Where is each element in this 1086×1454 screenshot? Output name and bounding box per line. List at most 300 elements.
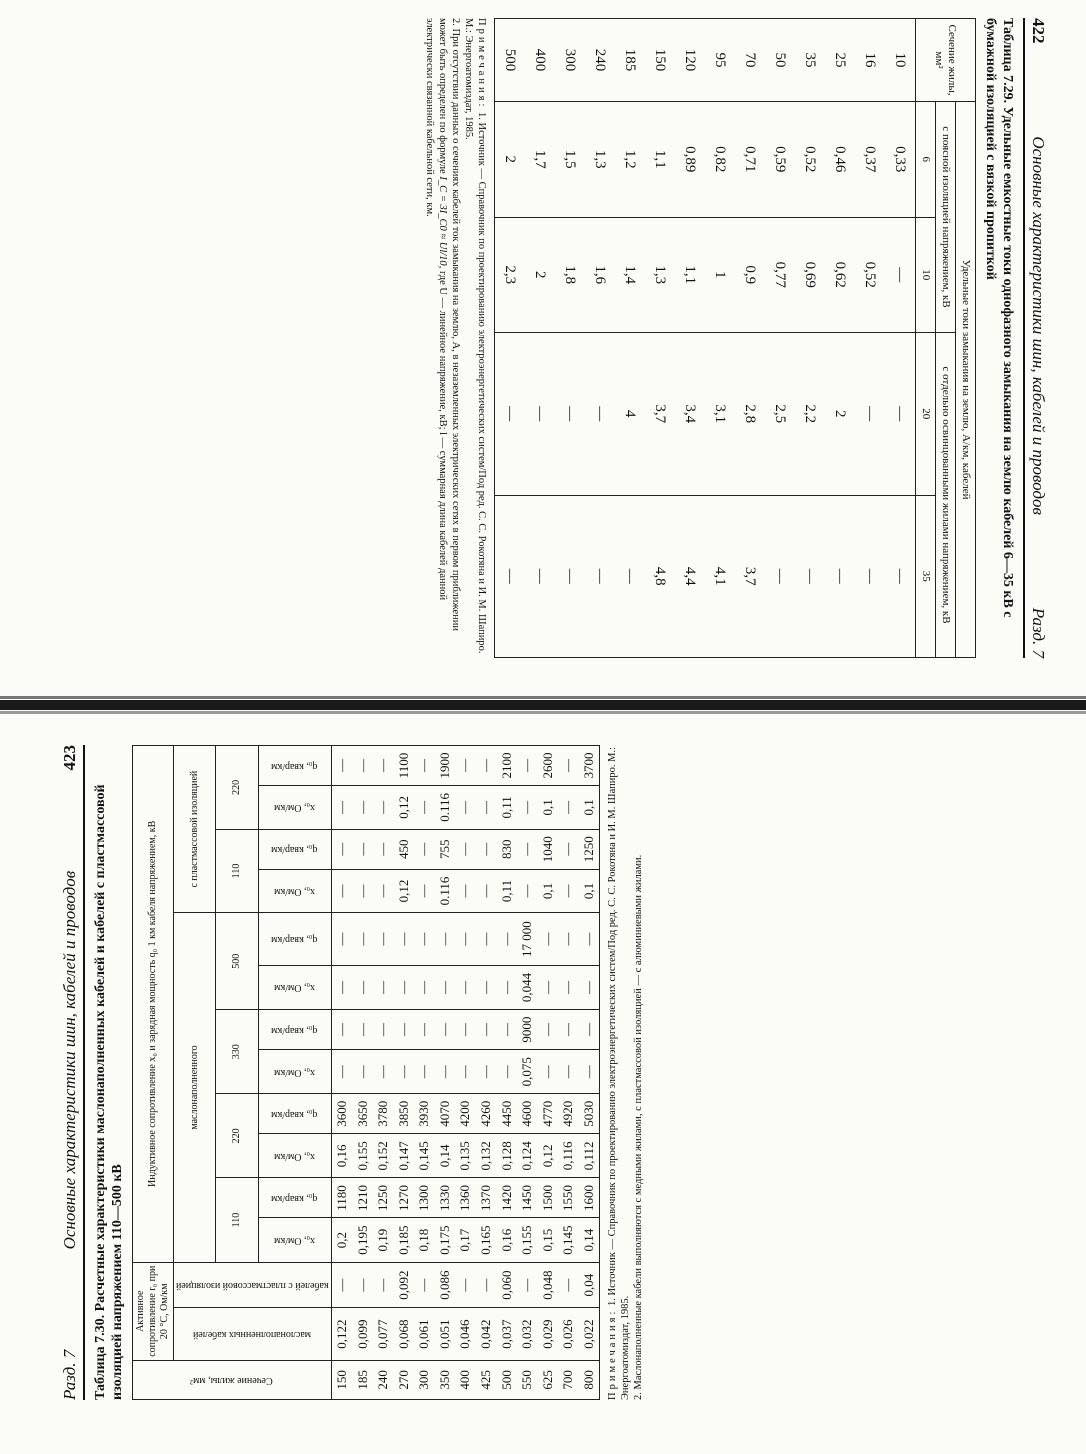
cell-value: 5030 — [579, 1094, 600, 1134]
cell-value: — — [517, 829, 538, 869]
cell-value: 2 — [525, 217, 555, 333]
cell-value: — — [455, 786, 476, 830]
table-row — [855, 19, 885, 658]
cell-section: 16 — [855, 19, 885, 102]
cell-value: — — [555, 495, 585, 658]
cell-value: 0,12 — [393, 786, 414, 830]
cell-value: 2,5 — [765, 333, 795, 495]
cell-value: 1900 — [435, 746, 456, 786]
cell-value: 1270 — [393, 1178, 414, 1218]
cell-value: 1,1 — [645, 102, 675, 217]
cell-value: — — [455, 1050, 476, 1094]
cell-value: 4070 — [435, 1094, 456, 1134]
cell-value: 0,62 — [825, 217, 855, 333]
cell-value: — — [373, 1010, 394, 1050]
cell-value: — — [331, 746, 352, 786]
cell-value: 0,145 — [558, 1218, 579, 1262]
cell-value: 4,8 — [645, 495, 675, 658]
cell-value: 1,1 — [675, 217, 705, 333]
cell-value: 0,185 — [393, 1218, 414, 1262]
cell-value: 0,147 — [393, 1134, 414, 1178]
cell-value: 0,52 — [795, 102, 825, 217]
cell-value: 1250 — [579, 829, 600, 869]
cell-value: — — [558, 746, 579, 786]
header-x0: x₀, Ом/км — [258, 869, 331, 913]
table-row — [645, 19, 675, 658]
cell-value: 0,18 — [414, 1218, 435, 1262]
cell-value: — — [352, 829, 373, 869]
cell-value: 17 000 — [517, 913, 538, 966]
cell-value: 0,155 — [352, 1134, 373, 1178]
cell-value: — — [393, 1010, 414, 1050]
cell-value: 1,7 — [525, 102, 555, 217]
cell-value: — — [825, 495, 855, 658]
cell-value: 4 — [615, 333, 645, 495]
cell-value: 0,04 — [579, 1262, 600, 1308]
table-row — [525, 19, 555, 658]
table-row — [585, 19, 615, 658]
cell-value: — — [496, 965, 517, 1009]
cell-value: — — [414, 746, 435, 786]
formula: I_C = 3I_C0 ≈ Ul/10 — [437, 176, 448, 266]
cell-value: 0,11 — [496, 869, 517, 913]
cell-value: — — [373, 965, 394, 1009]
cell-value: 450 — [393, 829, 414, 869]
cell-value: 0,099 — [352, 1308, 373, 1360]
cell-value: — — [579, 1050, 600, 1094]
cell-value: 0,33 — [885, 102, 916, 217]
cell-value: 0,165 — [476, 1218, 497, 1262]
cell-value: 1360 — [455, 1178, 476, 1218]
cell-value: — — [373, 746, 394, 786]
cell-value: — — [393, 1050, 414, 1094]
cell-value: 3,1 — [705, 333, 735, 495]
cell-value: 0,175 — [435, 1218, 456, 1262]
cell-value: 3,7 — [735, 495, 765, 658]
cell-value: — — [455, 829, 476, 869]
cell-value: — — [435, 1010, 456, 1050]
cell-value: — — [476, 965, 497, 1009]
cell-value: 1420 — [496, 1178, 517, 1218]
cell-value: — — [885, 217, 916, 333]
book-spine — [0, 690, 1086, 720]
cell-section: 50 — [765, 19, 795, 102]
cell-value: 0,37 — [855, 102, 885, 217]
header-shielded: с отдельно освинцованными жилами напряжением, кВ — [936, 333, 956, 658]
cell-value: — — [414, 965, 435, 1009]
cell-value: 3,7 — [645, 333, 675, 495]
cell-value: — — [373, 913, 394, 966]
cell-value: — — [373, 1262, 394, 1308]
table-row — [476, 746, 497, 1400]
cell-value: 2100 — [496, 746, 517, 786]
cell-value: 9000 — [517, 1010, 538, 1050]
cell-section: 400 — [525, 19, 555, 102]
cell-value: 830 — [496, 829, 517, 869]
cell-value: — — [414, 829, 435, 869]
cell-value: — — [352, 1050, 373, 1094]
header-section: Сечение жилы, мм² — [133, 1360, 332, 1399]
cell-value: 0,026 — [558, 1308, 579, 1360]
cell-value: — — [455, 1262, 476, 1308]
cell-value: — — [525, 333, 555, 495]
cell-value: — — [455, 913, 476, 966]
cell-value: 1250 — [373, 1178, 394, 1218]
cell-value: 0,044 — [517, 965, 538, 1009]
cell-value: 0,042 — [476, 1308, 497, 1360]
cell-value: — — [495, 333, 526, 495]
running-title-422: Основные характеристики шин, кабелей и проводов — [1029, 136, 1048, 515]
note-1: 1. Источник — Справочник по проектированию электроэнергетических систем/Под ред. С. С. Рокотяна и И. М. Шапиро. М.: Энергоатомиздат, 1985. — [463, 18, 487, 654]
cell-value: — — [455, 965, 476, 1009]
cell-value: — — [558, 786, 579, 830]
cell-value: — — [555, 333, 585, 495]
table-7-29-caption: Таблица 7.29. Удельные емкостные токи однофазного замыкания на землю кабелей 6—35 кВ с бумажной изоляцией с вязкой пропиткой — [983, 18, 1015, 618]
cell-section: 120 — [675, 19, 705, 102]
cell-value: 0,77 — [765, 217, 795, 333]
table-row — [373, 746, 394, 1400]
page-423 — [60, 745, 1050, 1400]
table-row — [393, 746, 414, 1400]
cell-value: 0,068 — [393, 1308, 414, 1360]
cell-value: 1,3 — [585, 102, 615, 217]
cell-value: — — [885, 333, 916, 495]
cell-value: 0,155 — [517, 1218, 538, 1262]
header-voltage: 110 — [216, 1178, 258, 1262]
cell-value: — — [855, 495, 885, 658]
cell-value: 1,6 — [585, 217, 615, 333]
cell-value: 2,8 — [735, 333, 765, 495]
header-section: Сечение жилы, мм² — [916, 19, 976, 102]
cell-value: 1550 — [558, 1178, 579, 1218]
header-voltage: 500 — [216, 913, 258, 1010]
header-belt: с поясной изоляцией напряжением, кВ — [936, 102, 956, 333]
cell-section: 10 — [885, 19, 916, 102]
cell-value: 3,4 — [675, 333, 705, 495]
cell-value: 3650 — [352, 1094, 373, 1134]
header-q0: q₀, квар/км — [258, 1094, 331, 1134]
table-row — [414, 746, 435, 1400]
cell-value: 0,69 — [795, 217, 825, 333]
page-number-422: 422 — [1029, 18, 1048, 44]
section-label-423: Разд. 7 — [60, 1349, 79, 1400]
header-x0: x₀, Ом/км — [258, 1218, 331, 1262]
cell-value: — — [476, 1262, 497, 1308]
cell-value: 0,077 — [373, 1308, 394, 1360]
cell-value: — — [455, 746, 476, 786]
cell-value: — — [476, 1050, 497, 1094]
cell-value: — — [538, 913, 559, 966]
header-q0: q₀, квар/км — [258, 829, 331, 869]
cell-value: 1210 — [352, 1178, 373, 1218]
cell-value: 1,4 — [615, 217, 645, 333]
cell-value: 0,59 — [765, 102, 795, 217]
cell-value: 2 — [825, 333, 855, 495]
table-row — [455, 746, 476, 1400]
cell-value: 0,037 — [496, 1308, 517, 1360]
table-7-30-body — [331, 746, 600, 1400]
cell-value: — — [538, 1010, 559, 1050]
cell-value: 0,060 — [496, 1262, 517, 1308]
header-voltage: 220 — [216, 746, 258, 830]
cell-value: — — [476, 786, 497, 830]
cell-value: — — [496, 913, 517, 966]
header-voltage: 220 — [216, 1094, 258, 1178]
cell-value: — — [373, 829, 394, 869]
cell-value: — — [352, 786, 373, 830]
cell-value: — — [373, 1050, 394, 1094]
header-q0: q₀, квар/км — [258, 913, 331, 966]
notes-label: Примечания: — [476, 18, 487, 110]
cell-value: 0,032 — [517, 1308, 538, 1360]
cell-value: — — [579, 1010, 600, 1050]
cell-value: — — [331, 965, 352, 1009]
note-1: 1. Источник — Справочник по проектированию электроэнергетических систем/Под ред. С. С. Рокотяна и И. М. Шапиро. М.: Энергоатомиздат, 1985. — [607, 746, 632, 1400]
table-row — [735, 19, 765, 658]
note-2: 2. Маслонаполненные кабели выполняются с медными жилами, с пластмассовой изоляцией — с алюминиевыми жилами. — [633, 854, 645, 1400]
cell-value: 1100 — [393, 746, 414, 786]
cell-value: 0,048 — [538, 1262, 559, 1308]
cell-value: — — [885, 495, 916, 658]
cell-value: 0,11 — [496, 786, 517, 830]
cell-value: 0,122 — [331, 1308, 352, 1360]
note-2-end: , где U — линейное напряжение, кВ; l — суммарная длина кабелей данной электрически связанной кабельной сети, км. — [424, 18, 448, 601]
cell-value: — — [352, 1010, 373, 1050]
cell-value: — — [476, 829, 497, 869]
cell-section: 400 — [455, 1360, 476, 1399]
header-group: Удельные токи замыкания на землю, А/км, кабелей — [956, 102, 976, 658]
cell-section: 25 — [825, 19, 855, 102]
cell-value: 1,5 — [555, 102, 585, 217]
cell-value: 0,132 — [476, 1134, 497, 1178]
header-voltage: 6 — [916, 102, 936, 217]
cell-value: — — [331, 1050, 352, 1094]
header-voltage: 330 — [216, 1010, 258, 1094]
cell-value: 0,061 — [414, 1308, 435, 1360]
cell-value: 0,1 — [579, 869, 600, 913]
cell-value: 2,2 — [795, 333, 825, 495]
table-row — [331, 746, 352, 1400]
cell-value: 0,128 — [496, 1134, 517, 1178]
table-row — [579, 746, 600, 1400]
cell-value: — — [496, 1010, 517, 1050]
header-x0: x₀, Ом/км — [258, 786, 331, 830]
table-row — [538, 746, 559, 1400]
cell-value: 0,52 — [855, 217, 885, 333]
cell-value: — — [517, 1262, 538, 1308]
cell-value: 3700 — [579, 746, 600, 786]
header-oil: маслонаполненного — [174, 913, 216, 1262]
header-x0: x₀, Ом/км — [258, 1050, 331, 1094]
cell-value: — — [476, 869, 497, 913]
running-title-423: Основные характеристики шин, кабелей и проводов — [60, 870, 79, 1250]
cell-value: — — [579, 965, 600, 1009]
page-number-423: 423 — [60, 745, 79, 771]
cell-value: 0,1 — [538, 786, 559, 830]
cell-value: 0,152 — [373, 1134, 394, 1178]
cell-value: 3850 — [393, 1094, 414, 1134]
cell-value: 0,14 — [579, 1218, 600, 1262]
notes-422 — [423, 18, 488, 658]
cell-value: 0,195 — [352, 1218, 373, 1262]
header-q0: q₀, квар/км — [258, 1178, 331, 1218]
header-x0: x₀, Ом/км — [258, 1134, 331, 1178]
table-7-30-caption: Таблица 7.30. Расчетные характеристики маслонаполненных кабелей и кабелей с пластмассовой изоляцией напряжением 110—500 кВ — [93, 784, 125, 1400]
cell-value: 1,2 — [615, 102, 645, 217]
running-header-423 — [60, 745, 85, 1400]
cell-value: 4,1 — [705, 495, 735, 658]
cell-value: — — [331, 786, 352, 830]
cell-value: 0,051 — [435, 1308, 456, 1360]
cell-value: — — [393, 965, 414, 1009]
header-inductive: Индуктивное сопротивление x₀ и зарядная мощность q₀ 1 км кабеля напряжением, кВ — [133, 746, 174, 1263]
cell-value: 0.116 — [435, 869, 456, 913]
cell-section: 185 — [352, 1360, 373, 1399]
cell-value: — — [455, 1010, 476, 1050]
cell-value: 0,16 — [496, 1218, 517, 1262]
cell-value: 0,145 — [414, 1134, 435, 1178]
cell-value: 0,46 — [825, 102, 855, 217]
cell-value: — — [765, 495, 795, 658]
notes-423 — [606, 745, 645, 1400]
cell-value: 1 — [705, 217, 735, 333]
header-voltage: 10 — [916, 217, 936, 333]
cell-section: 240 — [373, 1360, 394, 1399]
cell-value: — — [496, 1050, 517, 1094]
note-2: 2. При отсутствии данных о сечениях кабелей ток замыкания на землю, А, в незаземленных электрических сетях в первом приближении может быть определен по формуле — [437, 18, 461, 631]
cell-value: 0,1 — [579, 786, 600, 830]
cell-value: — — [352, 746, 373, 786]
running-header-422 — [1023, 18, 1048, 658]
header-x0: x₀, Ом/км — [258, 965, 331, 1009]
cell-value: — — [352, 869, 373, 913]
table-row — [885, 19, 916, 658]
cell-value: — — [558, 913, 579, 966]
cell-section: 625 — [538, 1360, 559, 1399]
cell-value: 1500 — [538, 1178, 559, 1218]
header-q0: q₀, квар/км — [258, 746, 331, 786]
cell-value: 0,17 — [455, 1218, 476, 1262]
cell-value: 3780 — [373, 1094, 394, 1134]
cell-value: 0,029 — [538, 1308, 559, 1360]
cell-section: 800 — [579, 1360, 600, 1399]
table-row — [825, 19, 855, 658]
cell-section: 240 — [585, 19, 615, 102]
cell-value: 4920 — [558, 1094, 579, 1134]
cell-value: 4,4 — [675, 495, 705, 658]
table-row — [675, 19, 705, 658]
cell-value: — — [331, 829, 352, 869]
header-q0: q₀, квар/км — [258, 1010, 331, 1050]
cell-section: 150 — [645, 19, 675, 102]
cell-section: 700 — [558, 1360, 579, 1399]
cell-value: — — [795, 495, 825, 658]
page-422 — [68, 18, 1048, 658]
cell-section: 300 — [414, 1360, 435, 1399]
cell-value: — — [414, 869, 435, 913]
table-row — [496, 746, 517, 1400]
header-voltage: 20 — [916, 333, 936, 495]
cell-value: 0,092 — [393, 1262, 414, 1308]
cell-value: 755 — [435, 829, 456, 869]
cell-value: — — [373, 869, 394, 913]
header-active-plastic: кабелей с пластмассовой изоляцией — [174, 1262, 332, 1308]
cell-value: 0,116 — [558, 1134, 579, 1178]
table-row — [495, 19, 526, 658]
header-active-oil: маслонаполненных кабелей — [174, 1308, 332, 1360]
table-row — [558, 746, 579, 1400]
cell-value: — — [331, 913, 352, 966]
cell-value: — — [855, 333, 885, 495]
cell-value: 1330 — [435, 1178, 456, 1218]
cell-value: — — [414, 786, 435, 830]
cell-value: 0,1 — [538, 869, 559, 913]
cell-value: 0,9 — [735, 217, 765, 333]
table-row — [705, 19, 735, 658]
cell-value: — — [352, 913, 373, 966]
cell-value: — — [435, 1050, 456, 1094]
cell-value: — — [435, 965, 456, 1009]
cell-section: 70 — [735, 19, 765, 102]
cell-value: — — [352, 1262, 373, 1308]
cell-value: — — [538, 1050, 559, 1094]
cell-value: — — [558, 1050, 579, 1094]
cell-section: 500 — [495, 19, 526, 102]
cell-section: 350 — [435, 1360, 456, 1399]
cell-value: 0,086 — [435, 1262, 456, 1308]
table-7-29-body — [495, 19, 916, 658]
cell-section: 95 — [705, 19, 735, 102]
table-row — [765, 19, 795, 658]
cell-value: — — [331, 1010, 352, 1050]
cell-value: — — [579, 913, 600, 966]
cell-value: — — [558, 869, 579, 913]
cell-value: — — [615, 495, 645, 658]
cell-value: 4200 — [455, 1094, 476, 1134]
cell-section: 300 — [555, 19, 585, 102]
header-plastic: с пластмассовой изоляцией — [174, 746, 216, 913]
table-row — [615, 19, 645, 658]
cell-value: — — [476, 746, 497, 786]
header-active: Активное сопротивление r₀ при 20 °С, Ом/км — [133, 1262, 174, 1360]
cell-value: — — [476, 1010, 497, 1050]
cell-section: 150 — [331, 1360, 352, 1399]
cell-section: 35 — [795, 19, 825, 102]
cell-value: — — [585, 333, 615, 495]
header-voltage: 110 — [216, 829, 258, 913]
cell-value: 1450 — [517, 1178, 538, 1218]
notes-label: Примечания: — [607, 1308, 619, 1400]
cell-value: 0,022 — [579, 1308, 600, 1360]
cell-section: 270 — [393, 1360, 414, 1399]
cell-value: 0,112 — [579, 1134, 600, 1178]
cell-value: — — [476, 913, 497, 966]
cell-value: 4260 — [476, 1094, 497, 1134]
cell-value: 3930 — [414, 1094, 435, 1134]
cell-value: — — [558, 1010, 579, 1050]
cell-value: 0,15 — [538, 1218, 559, 1262]
cell-value: 4450 — [496, 1094, 517, 1134]
cell-value: 4770 — [538, 1094, 559, 1134]
table-row — [352, 746, 373, 1400]
cell-value: — — [414, 1010, 435, 1050]
cell-value: 0,124 — [517, 1134, 538, 1178]
cell-value: 1300 — [414, 1178, 435, 1218]
cell-section: 550 — [517, 1360, 538, 1399]
cell-value: 4600 — [517, 1094, 538, 1134]
cell-value: 1600 — [579, 1178, 600, 1218]
cell-value: 1180 — [331, 1178, 352, 1218]
